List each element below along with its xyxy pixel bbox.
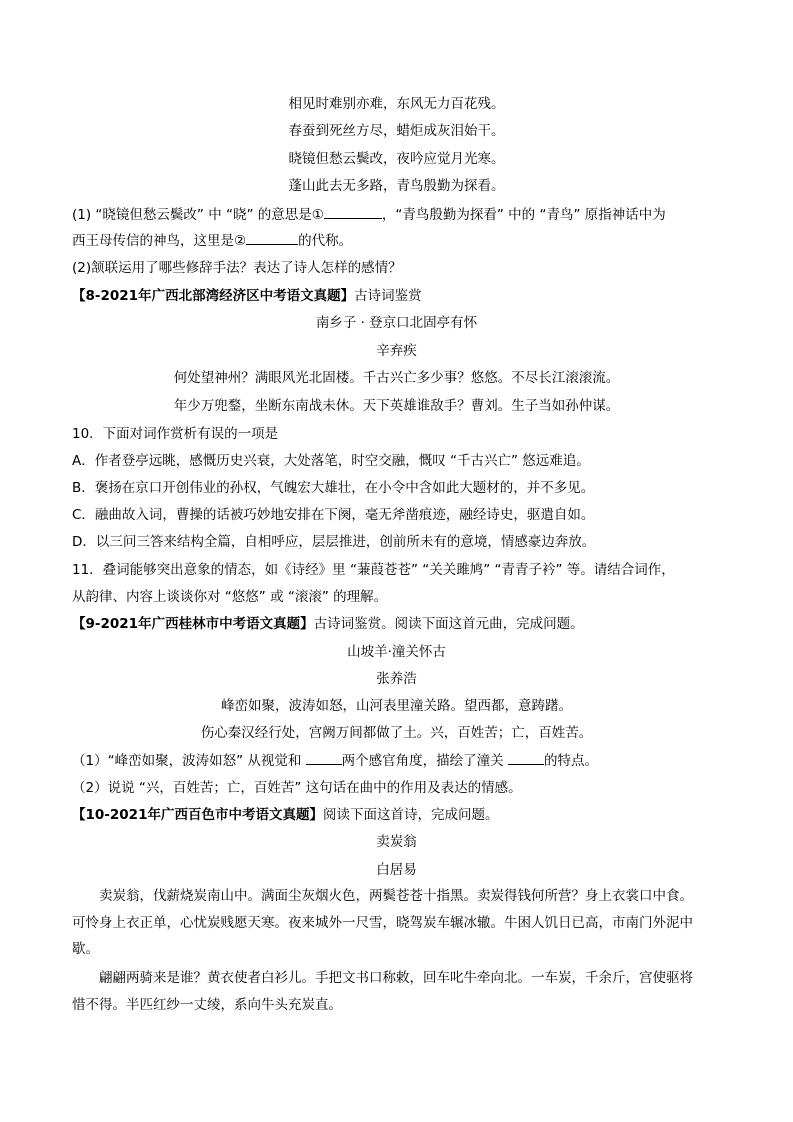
poem-line: 可怜身上衣正单，心忧炭贱愿天寒。夜来城外一尺雪，晓驾炭车辗冰辙。牛困人饥日已高，市南门外泥中 (72, 915, 693, 931)
poem-title: 山坡羊·潼关怀古 (347, 644, 446, 660)
question-line: 11．叠词能够突出意象的情态，如《诗经》里 “蒹葭苍苍” “关关雎鸠” “青青子衿” 等。请结合词作， (72, 562, 675, 578)
question-line: (1) “晓镜但愁云鬓改” 中 “晓” 的意思是① ，“青鸟殷勤为探看” 中的 “青鸟” 原指神话中为 (72, 207, 666, 223)
poem-line: 何处望神州？满眼风光北固楼。千古兴亡多少事？悠悠。不尽长江滚滚流。 (173, 370, 620, 386)
option-b: B．褒扬在京口开创伟业的孙权，气魄宏大雄壮，在小令中含如此大题材的，并不多见。 (72, 480, 595, 496)
poem-line: 相见时难别亦难，东风无力百花残。 (288, 96, 505, 112)
poem-line: 翩翩两骑来是谁？黄衣使者白衫儿。手把文书口称敕，回车叱牛牵向北。一车炭，千余斤，宫使驱将 (99, 970, 693, 986)
section-heading: 【9-2021年广西桂林市中考语文真题】古诗词鉴赏。阅读下面这首元曲，完成问题。 (72, 616, 584, 632)
poem-title: 南乡子 · 登京口北固亭有怀 (315, 315, 478, 331)
option-a: A．作者登亭远眺，感慨历史兴衰，大处落笔，时空交融，慨叹 “千古兴亡” 悠远难追。 (72, 453, 590, 469)
section-heading: 【8-2021年广西北部湾经济区中考语文真题】古诗词鉴赏 (72, 288, 422, 304)
poem-title: 卖炭翁 (376, 834, 417, 850)
poem-line: 蓬山此去无多路，青鸟殷勤为探看。 (288, 178, 505, 194)
poem-line: 晓镜但愁云鬓改，夜吟应觉月光寒。 (288, 151, 505, 167)
question-line: （2）说说 “兴，百姓苦；亡，百姓苦” 这句话在曲中的作用及表达的情感。 (72, 780, 522, 796)
option-d: D．以三问三答来结构全篇，自相呼应，层层推进，创前所未有的意境，情感豪边奔放。 (72, 534, 596, 550)
poem-line: 春蚕到死丝方尽，蜡炬成灰泪始干。 (288, 123, 505, 139)
poem-author: 辛弃疾 (376, 343, 417, 359)
poem-line: 峰峦如聚，波涛如怒，山河表里潼关路。望西都，意踌躇。 (221, 698, 572, 714)
poem-author: 白居易 (376, 862, 417, 878)
question-line: (2)颔联运用了哪些修辞手法？表达了诗人怎样的感情？ (72, 260, 402, 276)
question-line: （1）“峰峦如聚，波涛如怒” 从视觉和 两个感官角度，描绘了潼关 的特点。 (72, 753, 598, 769)
poem-line: 歇。 (72, 941, 99, 957)
option-c: C．融曲故入词，曹操的话被巧妙地安排在下阕，毫无斧凿痕迹，融经诗史，驱遣自如。 (72, 507, 595, 523)
poem-line: 年少万兜鍪，坐断东南战未休。天下英雄谁敌手？曹刘。生子当如孙仲谋。 (173, 398, 620, 414)
poem-line: 惜不得。半匹红纱一丈绫，系向牛头充炭直。 (72, 997, 342, 1013)
question-line: 西王母传信的神鸟，这里是② 的代称。 (72, 233, 353, 249)
section-heading: 【10-2021年广西百色市中考语文真题】阅读下面这首诗，完成问题。 (72, 807, 499, 823)
poem-line: 卖炭翁，伐薪烧炭南山中。满面尘灰烟火色，两鬓苍苍十指黑。卖炭得钱何所营？身上衣裳口中食。 (99, 888, 693, 904)
poem-line: 伤心秦汉经行处，宫阙万间都做了土。兴，百姓苦；亡，百姓苦。 (200, 725, 593, 741)
question-line: 10．下面对词作赏析有误的一项是 (72, 426, 279, 442)
question-line: 从韵律、内容上谈谈你对 “悠悠” 或 “滚滚” 的理解。 (72, 589, 388, 605)
poem-author: 张养浩 (376, 671, 417, 687)
